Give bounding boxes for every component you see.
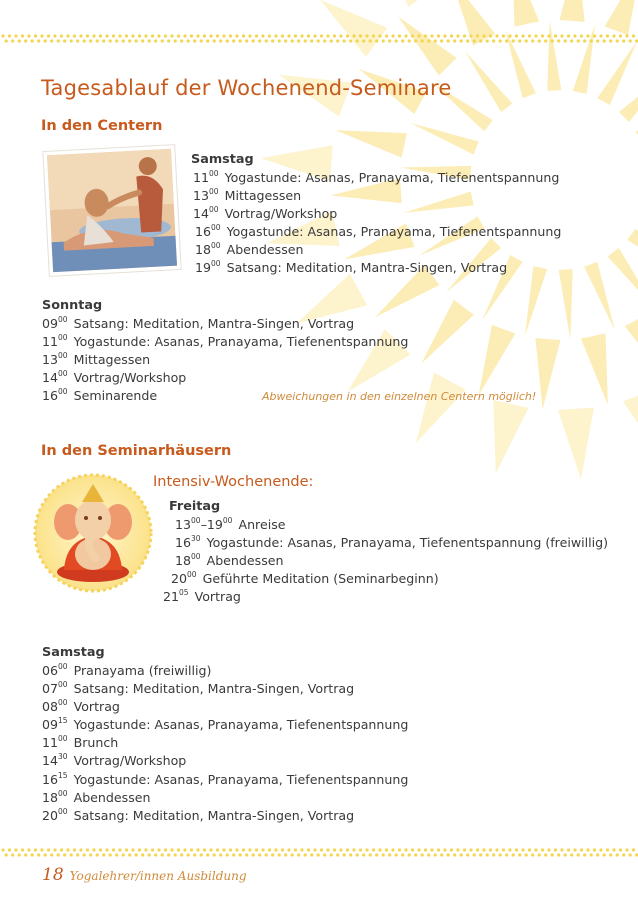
time-hour: 18	[175, 553, 192, 569]
schedule-row	[42, 807, 408, 825]
schedule-row	[193, 205, 561, 223]
schedule-row	[42, 680, 408, 698]
schedule-row	[42, 369, 408, 387]
time-hour: 18	[42, 789, 59, 805]
day-label: Sonntag	[42, 298, 103, 313]
activity: Yogastunde: Asanas, Pranayama, Tiefenentspannung (freiwillig)	[206, 535, 609, 551]
activity: Anreise	[238, 517, 286, 532]
ganesha-statue-image	[30, 470, 156, 596]
time-hour: 11	[193, 170, 210, 185]
time	[42, 716, 68, 734]
activity: Yogastunde: Asanas, Pranayama, Tiefenentspannung	[226, 224, 562, 240]
bottom-dotted-border	[0, 846, 638, 860]
time-hour: 11	[42, 735, 59, 751]
time-minute: 00	[209, 205, 219, 215]
time-minute: 00	[191, 516, 201, 525]
centern-samstag-schedule	[191, 151, 561, 278]
time	[42, 662, 68, 680]
time-hour: 16	[195, 224, 212, 240]
footer-label: Yogalehrer/innen Ausbildung	[69, 869, 247, 883]
activity: Vortrag/Workshop	[73, 370, 187, 386]
schedule-row	[42, 752, 408, 770]
activity: Mittagessen	[224, 188, 302, 204]
schedule-row	[42, 662, 408, 680]
top-dotted-border	[0, 32, 638, 46]
schedule-row	[171, 570, 608, 588]
time-hour: 06	[42, 663, 59, 678]
time-hour: 09	[42, 717, 59, 733]
schedule-row	[42, 734, 408, 752]
schedule-row	[193, 187, 561, 205]
activity: Mittagessen	[73, 352, 151, 368]
section-heading-centern: In den Centern	[41, 118, 163, 134]
schedule-row	[193, 169, 561, 187]
time-hour: 13	[193, 188, 210, 204]
time-minute: 00	[58, 662, 68, 671]
activity: Satsang: Meditation, Mantra-Singen, Vortrag	[226, 260, 508, 276]
activity: Yogastunde: Asanas, Pranayama, Tiefenentspannung	[73, 771, 409, 787]
time-minute: 00	[58, 351, 68, 361]
activity: Seminarende	[73, 388, 158, 404]
time-minute: 30	[191, 534, 201, 544]
time	[42, 680, 68, 698]
time	[42, 771, 68, 789]
activity: Vortrag	[73, 699, 120, 715]
section-heading-seminarhaeuser: In den Seminarhäusern	[41, 443, 232, 459]
activity: Abendessen	[73, 789, 151, 805]
time-hour: 11	[42, 334, 59, 350]
time	[195, 241, 221, 259]
time	[171, 570, 197, 588]
time	[163, 588, 189, 606]
seminarhaeuser-samstag-schedule	[42, 644, 408, 825]
time-minute: 00	[209, 187, 219, 197]
time	[193, 169, 219, 187]
schedule-row	[42, 698, 408, 716]
activity: Vortrag/Workshop	[73, 753, 187, 769]
time-minute: 00	[191, 552, 201, 562]
time-minute: 15	[58, 770, 68, 780]
time	[175, 552, 201, 570]
schedule-row	[42, 771, 408, 789]
time	[42, 387, 68, 405]
time-minute: 05	[179, 588, 189, 598]
time-hour: 21	[163, 589, 180, 605]
activity: Abendessen	[226, 242, 304, 258]
schedule-row	[42, 789, 408, 807]
time-minute: 00	[58, 333, 68, 343]
activity: Yogastunde: Asanas, Pranayama, Tiefenentspannung	[224, 170, 560, 185]
time-minute: 00	[211, 241, 221, 251]
time-minute: 00	[58, 387, 68, 397]
time	[195, 223, 221, 241]
time	[193, 187, 219, 205]
time-minute: 00	[211, 259, 221, 269]
time-minute: 00	[58, 734, 68, 744]
time-minute: 15	[58, 716, 68, 726]
time	[42, 807, 68, 825]
activity: Yogastunde: Asanas, Pranayama, Tiefenentspannung	[73, 717, 409, 733]
activity: Vortrag	[194, 589, 241, 605]
time	[42, 789, 68, 807]
time-hour: 13	[175, 517, 192, 532]
time	[193, 205, 219, 223]
time-minute: 00	[58, 369, 68, 379]
schedule-row	[42, 315, 408, 333]
activity: Abendessen	[206, 553, 284, 569]
time-minute: 00	[209, 169, 219, 178]
time: $13^{00}-19^{00}$	[175, 516, 233, 532]
time-hour: 16	[175, 535, 192, 551]
time-minute: 00	[58, 698, 68, 708]
schedule-row	[195, 241, 561, 259]
time-hour: 09	[42, 316, 59, 331]
time-hour: 16	[42, 388, 59, 404]
page-footer	[42, 865, 247, 885]
schedule-row	[195, 259, 561, 277]
schedule-row	[175, 516, 608, 534]
activity: Satsang: Meditation, Mantra-Singen, Vortrag	[73, 316, 355, 331]
time-minute-end: 00	[222, 516, 233, 525]
activity: Satsang: Meditation, Mantra-Singen, Vortrag	[73, 681, 355, 697]
time-minute: 00	[58, 806, 68, 816]
day-label: Samstag	[191, 152, 254, 167]
time	[42, 351, 68, 369]
time-hour: 14	[42, 370, 59, 386]
time-hour: 20	[42, 807, 59, 823]
time-minute: 00	[187, 570, 197, 580]
schedule-row	[195, 223, 561, 241]
intensiv-wochenende-label: Intensiv-Wochenende:	[153, 474, 314, 490]
schedule-row	[42, 351, 408, 369]
time	[42, 752, 68, 770]
time	[42, 369, 68, 387]
time-hour: 13	[42, 352, 59, 368]
time-minute: 00	[58, 788, 68, 798]
time-hour-end: 19	[206, 517, 223, 532]
time-hour: 14	[193, 206, 210, 222]
page-number: 18	[42, 865, 64, 885]
schedule-row	[175, 552, 608, 570]
time-minute: 00	[58, 680, 68, 690]
time	[42, 315, 68, 333]
time-hour: 14	[42, 753, 59, 769]
deviation-note: Abweichungen in den einzelnen Centern möglich!	[262, 390, 537, 403]
day-label: Samstag	[42, 645, 105, 660]
time-hour: 19	[195, 260, 212, 276]
schedule-row	[163, 588, 608, 606]
activity: Geführte Meditation (Seminarbeginn)	[202, 571, 439, 587]
time-hour: 16	[42, 771, 59, 787]
activity: Yogastunde: Asanas, Pranayama, Tiefenentspannung	[73, 334, 409, 350]
activity: Brunch	[73, 735, 119, 751]
time-minute: 00	[211, 223, 221, 233]
schedule-row	[42, 716, 408, 734]
time	[42, 333, 68, 351]
time-hour: 18	[195, 242, 212, 258]
day-label: Freitag	[169, 499, 221, 514]
activity: Vortrag/Workshop	[224, 206, 338, 222]
time-hour: 20	[171, 571, 188, 587]
schedule-row	[42, 333, 408, 351]
time	[42, 734, 68, 752]
page-title: Tagesablauf der Wochenend-Seminare	[41, 76, 452, 100]
time-hour: 08	[42, 699, 59, 715]
time-minute: 30	[58, 752, 68, 762]
time-minute: 00	[58, 315, 68, 324]
activity: Satsang: Meditation, Mantra-Singen, Vortrag	[73, 807, 355, 823]
time	[42, 698, 68, 716]
time	[195, 259, 221, 277]
activity: Pranayama (freiwillig)	[73, 663, 212, 678]
seminarhaeuser-freitag-schedule	[163, 498, 609, 606]
time	[175, 534, 201, 552]
schedule-row	[175, 534, 608, 552]
yoga-photo	[42, 144, 182, 277]
time-hour: 07	[42, 681, 59, 697]
